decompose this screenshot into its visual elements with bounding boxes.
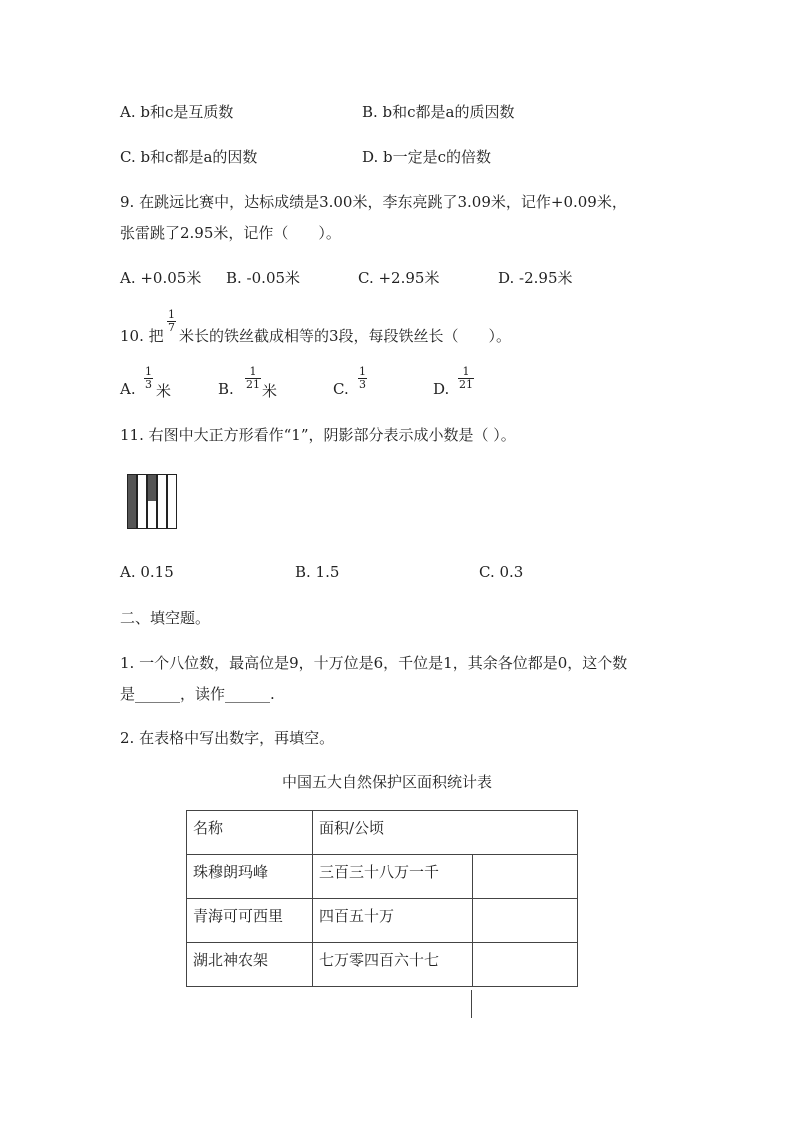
q10-option-b-denominator: 21 bbox=[246, 378, 260, 391]
row-name: 青海可可西里 bbox=[187, 899, 313, 943]
figure-stripe-4 bbox=[157, 474, 167, 529]
q10-option-a-denominator: 3 bbox=[145, 378, 152, 391]
row-name: 湖北神农架 bbox=[187, 943, 313, 987]
area-statistics-table bbox=[186, 810, 578, 987]
q10-option-b-letter: B. bbox=[218, 380, 234, 398]
q9-option-c: C. +2.95米 bbox=[358, 269, 440, 287]
q11-option-c: C. 0.3 bbox=[479, 563, 524, 581]
figure-stripe-3 bbox=[147, 474, 157, 529]
q11-text: 11. 右图中大正方形看作“1”，阴影部分表示成小数是（ ）。 bbox=[120, 426, 516, 444]
q8-option-c: C. b和c都是a的因数 bbox=[120, 148, 258, 166]
q9-text-line1: 9. 在跳远比赛中，达标成绩是3.00米，李东亮跳了3.09米，记作+0.09米， bbox=[120, 193, 627, 211]
q9-text-line2: 张雷跳了2.95米，记作（ ）。 bbox=[120, 224, 341, 242]
fill1-text-line2: 是______，读作______. bbox=[120, 685, 275, 703]
q10-option-a-fraction bbox=[144, 366, 153, 391]
q10-option-b-numerator: 1 bbox=[245, 366, 261, 379]
figure-stripe-5 bbox=[167, 474, 177, 529]
q10-option-d-numerator: 1 bbox=[458, 366, 474, 379]
q10-suffix: 米长的铁丝截成相等的3段，每段铁丝长（ ）。 bbox=[179, 327, 512, 345]
row-area-words: 四百五十万 bbox=[313, 899, 473, 943]
header-area: 面积/公顷 bbox=[313, 811, 578, 855]
q11-option-b: B. 1.5 bbox=[295, 563, 340, 581]
q10-fraction-denominator: 7 bbox=[168, 321, 175, 334]
q10-option-d-fraction bbox=[458, 366, 474, 391]
table-row bbox=[187, 943, 578, 987]
q9-option-a: A. +0.05米 bbox=[120, 269, 202, 287]
table-row bbox=[187, 899, 578, 943]
table-title: 中国五大自然保护区面积统计表 bbox=[282, 773, 493, 791]
q10-option-a-letter: A. bbox=[120, 380, 136, 398]
q8-option-b: B. b和c都是a的质因数 bbox=[362, 103, 515, 121]
q9-option-b: B. -0.05米 bbox=[226, 269, 301, 287]
q10-option-d-letter: D. bbox=[433, 380, 450, 398]
row-area-words: 三百三十八万一千 bbox=[313, 855, 473, 899]
q10-option-b-unit: 米 bbox=[262, 382, 278, 400]
figure-stripe-3-partial-shade bbox=[148, 475, 156, 501]
q10-option-c-denominator: 3 bbox=[359, 378, 366, 391]
q11-option-a: A. 0.15 bbox=[120, 563, 174, 581]
table-header-row bbox=[187, 811, 578, 855]
table-row bbox=[187, 855, 578, 899]
row-area-digits-blank[interactable] bbox=[473, 899, 578, 943]
row-name: 珠穆朗玛峰 bbox=[187, 855, 313, 899]
row-area-digits-blank[interactable] bbox=[473, 855, 578, 899]
figure-stripe-2 bbox=[137, 474, 147, 529]
row-area-digits-blank[interactable] bbox=[473, 943, 578, 987]
q10-option-a-unit: 米 bbox=[156, 382, 172, 400]
q10-fraction-numerator: 1 bbox=[168, 308, 175, 321]
q10-option-c-numerator: 1 bbox=[359, 365, 366, 378]
q10-option-c-fraction bbox=[358, 366, 367, 391]
q10-prefix: 10. 把 bbox=[120, 327, 164, 345]
q8-option-a: A. b和c是互质数 bbox=[120, 103, 234, 121]
fill1-text-line1: 1. 一个八位数，最高位是9，十万位是6，千位是1，其余各位都是0，这个数 bbox=[120, 654, 628, 672]
q10-fraction bbox=[167, 309, 176, 334]
section-title: 二、填空题。 bbox=[120, 609, 211, 627]
table-column-line-extension bbox=[471, 990, 472, 1018]
fill2-text: 2. 在表格中写出数字，再填空。 bbox=[120, 729, 335, 747]
row-area-words: 七万零四百六十七 bbox=[313, 943, 473, 987]
q9-option-d: D. -2.95米 bbox=[498, 269, 573, 287]
q10-option-d-denominator: 21 bbox=[459, 378, 473, 391]
q10-option-a-numerator: 1 bbox=[145, 365, 152, 378]
q10-option-c-letter: C. bbox=[333, 380, 349, 398]
q10-option-b-fraction bbox=[245, 366, 261, 391]
header-name: 名称 bbox=[187, 811, 313, 855]
decimal-square-figure bbox=[127, 474, 179, 529]
figure-stripe-1-shaded bbox=[127, 474, 137, 529]
q8-option-d: D. b一定是c的倍数 bbox=[362, 148, 492, 166]
